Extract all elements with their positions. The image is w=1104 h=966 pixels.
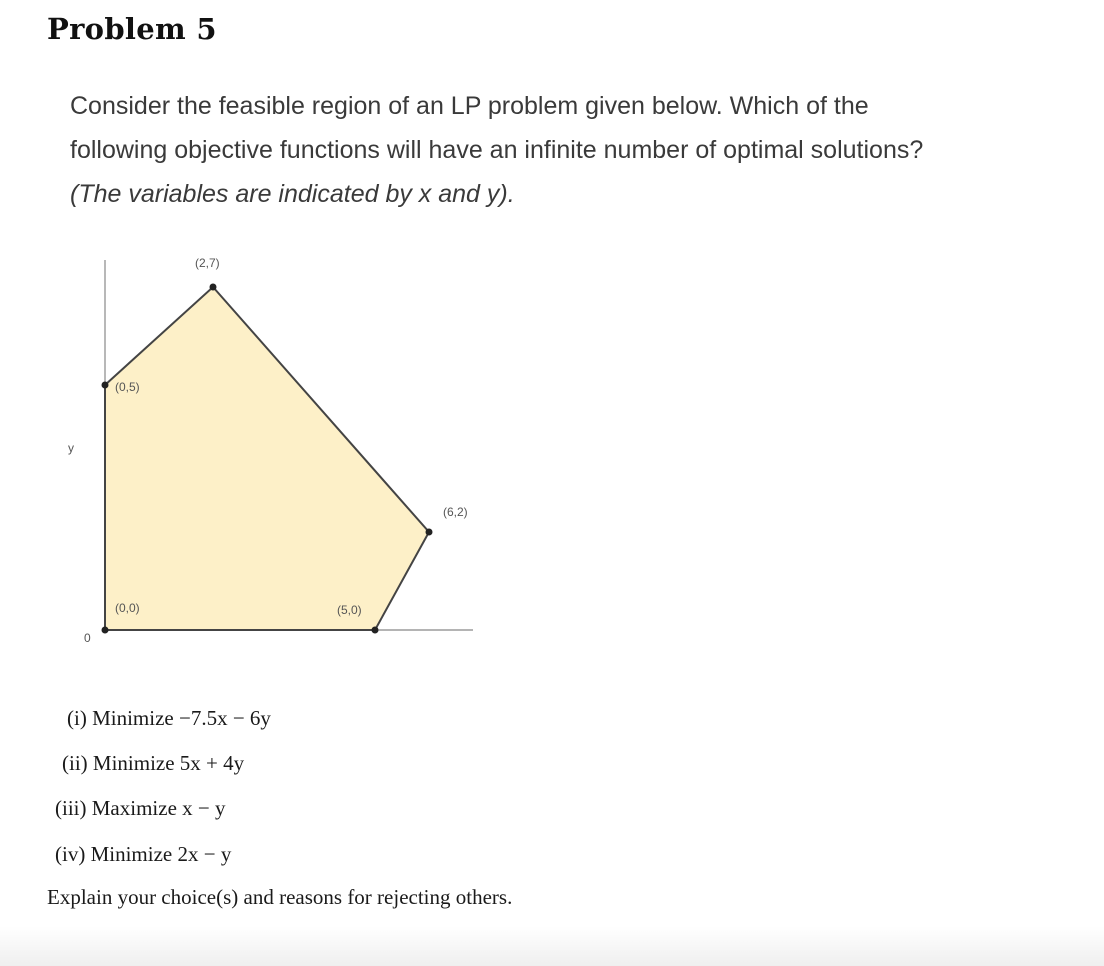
- page-bottom-fade: [0, 926, 1104, 966]
- vertex-point: [102, 627, 109, 634]
- feasible-region: [105, 287, 429, 630]
- option-number: (iii): [55, 796, 87, 820]
- origin-label: 0: [84, 631, 91, 645]
- axis-y-label: y: [68, 441, 74, 455]
- option-number: (ii): [62, 751, 88, 775]
- vertex-label: (6,2): [443, 505, 468, 519]
- option-text: Minimize 5x + 4y: [92, 751, 245, 775]
- option-text: Minimize 2x − y: [90, 842, 232, 866]
- question-line-3: (The variables are indicated by x and y).: [70, 180, 515, 208]
- option-number: (i): [67, 706, 87, 730]
- vertex-point: [372, 627, 379, 634]
- question-text: [70, 84, 1090, 216]
- option-iii: [55, 796, 225, 821]
- question-line-2: following objective functions will have an infinite number of optimal solutions?: [70, 136, 924, 164]
- problem-title: Problem 5: [47, 12, 217, 46]
- vertex-point: [102, 382, 109, 389]
- option-text: Maximize x − y: [91, 796, 226, 820]
- vertex-point: [426, 529, 433, 536]
- vertex-point: [210, 284, 217, 291]
- feasible-region-figure: [60, 250, 500, 660]
- vertex-label: (0,5): [115, 380, 140, 394]
- vertex-label: (5,0): [337, 603, 362, 617]
- question-line-1: Consider the feasible region of an LP problem given below. Which of the: [70, 92, 869, 120]
- vertex-label: (0,0): [115, 601, 140, 615]
- option-iv: [55, 842, 231, 867]
- option-ii: [62, 751, 244, 776]
- explain-instruction: Explain your choice(s) and reasons for rejecting others.: [47, 885, 513, 909]
- vertex-label: (2,7): [195, 256, 220, 270]
- option-number: (iv): [55, 842, 86, 866]
- option-text: Minimize −7.5x − 6y: [92, 706, 271, 730]
- feasible-region-svg: [60, 250, 500, 660]
- option-i: [67, 706, 271, 731]
